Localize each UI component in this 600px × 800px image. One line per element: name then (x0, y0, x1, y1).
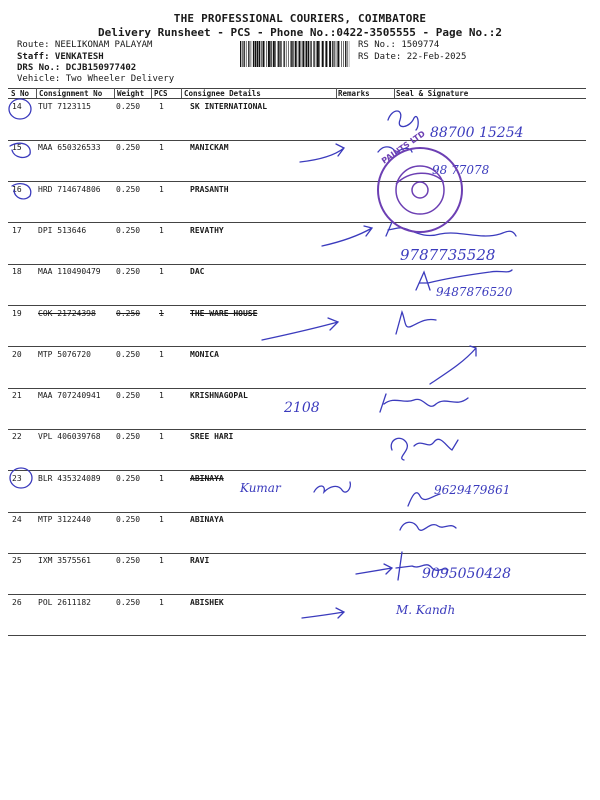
arrow-row-19 (262, 318, 338, 340)
cell-cn: MAA 707240941 (38, 391, 101, 401)
circle-row-16 (12, 184, 31, 199)
cell-consignee: PRASANTH (190, 184, 229, 194)
cell-pcs: 1 (159, 515, 164, 524)
hw-phone-row-18: 9487876520 (436, 285, 513, 299)
runsheet-subtitle: Delivery Runsheet - PCS - Phone No.:0422-3505555 - Page No.:2 (98, 26, 502, 39)
cell-weight: 0.250 (116, 267, 141, 277)
cell-cn: MTP 3122440 (38, 515, 91, 524)
route-label: Route: NEELIKONAM PALAYAM (17, 40, 153, 50)
cell-weight: 0.250 (116, 515, 141, 524)
signature-row-14 (388, 111, 418, 130)
cell-sno: 22 (12, 432, 22, 442)
drs-number: DRS No.: DCJB150977402 (17, 63, 137, 73)
hw-remark-row-21: 2108 (284, 400, 320, 416)
cell-consignee: KRISHNAGOPAL (190, 391, 248, 401)
cell-weight: 0.250 (116, 143, 141, 153)
hw-phone-row-23: 9629479861 (434, 483, 511, 497)
cell-consignee: SREE HARI (190, 432, 234, 442)
cell-cn: POL 2611182 (38, 597, 91, 607)
signature-row-22 (391, 438, 458, 460)
column-header-consignee: Consignee Details (184, 89, 261, 98)
hw-phone-row-15: 98 77078 (432, 163, 490, 177)
cell-weight: 0.250 (116, 184, 141, 194)
cell-sno: 14 (12, 102, 22, 111)
cell-cn: MTP 5076720 (38, 349, 91, 359)
hw-phone-row-14: 88700 15254 (430, 125, 524, 141)
cell-cn: VPL 406039768 (38, 432, 101, 442)
circle-row-14 (9, 99, 31, 119)
column-header-pcs: PCS (154, 89, 168, 98)
staff-label: Staff: VENKATESH (17, 52, 104, 62)
cell-sno: 18 (12, 267, 22, 277)
arrow-row-26 (302, 608, 344, 618)
cell-pcs: 1 (159, 267, 164, 277)
hw-phone-row-17: 9787735528 (400, 246, 496, 264)
cell-sno: 16 (12, 184, 22, 194)
cell-weight: 0.250 (116, 391, 141, 401)
cell-consignee: DAC (190, 267, 205, 277)
cell-sno: 24 (12, 515, 22, 524)
cell-pcs: 1 (159, 556, 164, 566)
arrow-row-17 (322, 226, 372, 246)
column-header-consignment: Consignment No (39, 89, 103, 98)
circle-row-15 (10, 143, 30, 157)
arrow-row-15 (300, 144, 344, 162)
cell-weight: 0.250 (116, 597, 141, 607)
cell-pcs: 1 (159, 597, 164, 607)
cell-consignee: THE WARE HOUSE (190, 308, 258, 318)
signature-row-21 (380, 394, 468, 412)
hw-signature-row-26: M. Kandh (396, 603, 456, 617)
cell-cn: MAA 650326533 (38, 143, 101, 153)
cell-sno: 26 (12, 597, 22, 607)
cell-consignee: RAVI (190, 556, 210, 566)
rs-date: RS Date: 22-Feb-2025 (358, 52, 467, 62)
cell-cn: IXM 3575561 (38, 556, 91, 566)
circle-row-23 (10, 468, 32, 488)
cell-sno: 25 (12, 556, 22, 566)
cell-weight: 0.250 (116, 102, 141, 111)
cell-pcs: 1 (159, 102, 164, 111)
cell-weight: 0.250 (116, 432, 141, 442)
cell-pcs: 1 (159, 391, 164, 401)
arrow-row-20 (430, 346, 476, 384)
company-title: THE PROFESSIONAL COURIERS, COIMBATORE (173, 12, 427, 25)
cell-weight: 0.250 (116, 349, 141, 359)
cell-sno: 20 (12, 349, 22, 359)
cell-pcs: 1 (159, 432, 164, 442)
cell-consignee: ABINAYA (190, 515, 224, 524)
cell-sno: 17 (12, 225, 22, 235)
cell-sno: 19 (12, 308, 22, 318)
cell-sno: 15 (12, 143, 22, 153)
column-header-sno: S No (11, 89, 30, 98)
column-header-remarks: Remarks (338, 89, 370, 98)
cell-cn: HRD 714674806 (38, 184, 101, 194)
hw-remark-row-23: Kumar (240, 481, 281, 495)
cell-pcs: 1 (159, 349, 164, 359)
signature-row-19 (396, 312, 436, 334)
column-header-signature: Seal & Signature (396, 89, 469, 98)
stamp-text: PAINTS LTD (379, 129, 427, 166)
arrow-row-25 (356, 564, 392, 574)
cell-consignee: SK INTERNATIONAL (190, 102, 268, 111)
hw-phone-row-25: 9095050428 (422, 566, 512, 582)
rs-number: RS No.: 1509774 (358, 40, 440, 50)
column-header-weight: Weight (117, 89, 145, 98)
cell-cn: BLR 435324089 (38, 473, 101, 483)
cell-consignee: ABINAYA (190, 473, 224, 483)
cell-pcs: 1 (159, 473, 164, 483)
cell-cn: COK 21724398 (38, 308, 96, 318)
cell-sno: 23 (12, 473, 22, 483)
cell-pcs: 1 (159, 184, 164, 194)
cell-pcs: 1 (159, 225, 164, 235)
cell-weight: 0.250 (116, 308, 141, 318)
cell-pcs: 1 (159, 308, 164, 318)
cell-consignee: REVATHY (190, 225, 224, 235)
cell-consignee: MANICKAM (190, 143, 229, 153)
vehicle-label: Vehicle: Two Wheeler Delivery (17, 74, 175, 84)
cell-cn: MAA 110490479 (38, 267, 101, 277)
cell-sno: 21 (12, 391, 22, 401)
cell-consignee: MONICA (190, 349, 219, 359)
cell-cn: DPI 513646 (38, 225, 87, 235)
company-seal-stamp (378, 129, 462, 232)
cell-weight: 0.250 (116, 225, 141, 235)
cell-pcs: 1 (159, 143, 164, 153)
signature-row-24 (400, 522, 456, 530)
cell-consignee: ABISHEK (190, 597, 224, 607)
cell-weight: 0.250 (116, 556, 141, 566)
cell-weight: 0.250 (116, 473, 141, 483)
remark-mark-row-23 (314, 482, 350, 492)
cell-cn: TUT 7123115 (38, 102, 91, 111)
